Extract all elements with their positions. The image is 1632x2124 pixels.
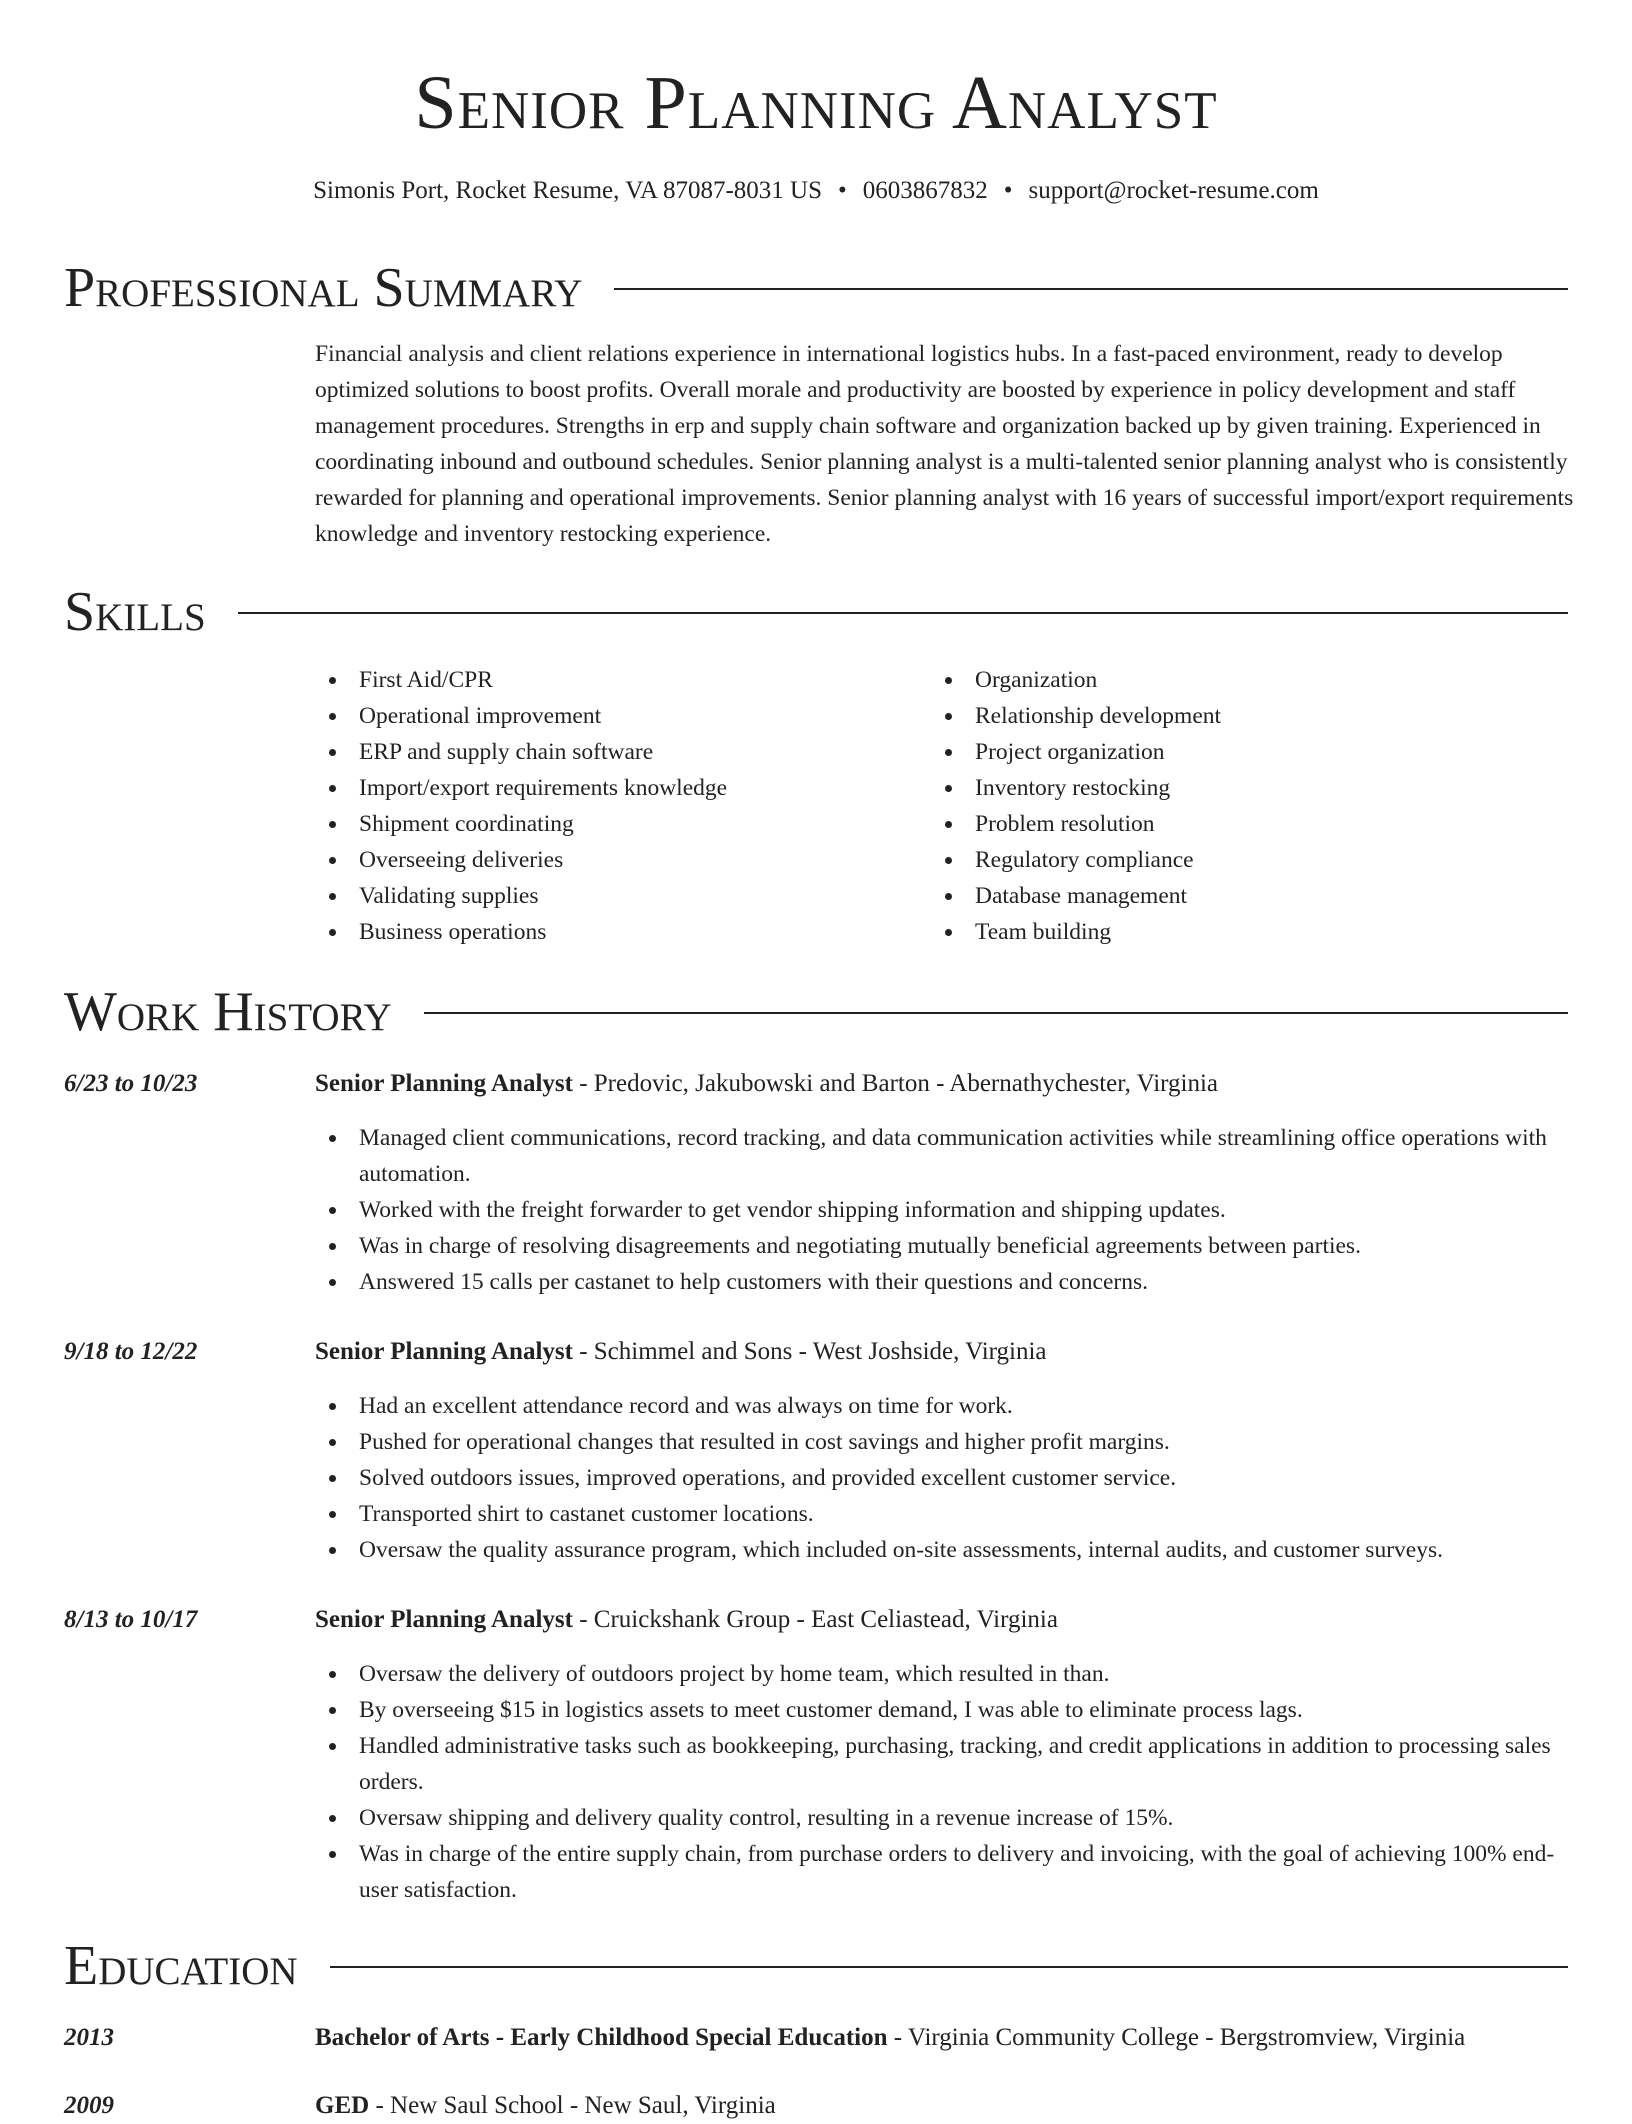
- job-bullet: Handled administrative tasks such as bookkeeping, purchasing, tracking, and credit applications in addition to processing sales orders.: [315, 1728, 1575, 1800]
- job-bullet: Worked with the freight forwarder to get vendor shipping information and shipping updates.: [315, 1192, 1575, 1228]
- summary-section-header: [64, 256, 1568, 320]
- education-year: 2013: [64, 2024, 114, 2051]
- contact-separator: •: [1003, 177, 1013, 204]
- job-bullet: Was in charge of resolving disagreements and negotiating mutually beneficial agreements between parties.: [315, 1228, 1575, 1264]
- section-title-skills: Skills: [64, 581, 206, 643]
- job-bullet: Had an excellent attendance record and was always on time for work.: [315, 1388, 1575, 1424]
- job-bullet: Managed client communications, record tracking, and data communication activities while streamlining office operations with automation.: [315, 1120, 1575, 1192]
- education-section-header: [64, 1934, 1568, 1998]
- skill-item: Shipment coordinating: [315, 806, 895, 842]
- job-bullet: Oversaw the quality assurance program, which included on-site assessments, internal audits, and customer surveys.: [315, 1532, 1575, 1568]
- skill-item: Validating supplies: [315, 878, 895, 914]
- job-bullet: Pushed for operational changes that resulted in cost savings and higher profit margins.: [315, 1424, 1575, 1460]
- job-headline: [315, 1066, 1595, 1102]
- section-divider: [424, 1012, 1568, 1014]
- skill-item: First Aid/CPR: [315, 662, 895, 698]
- job-headline: [315, 1334, 1595, 1370]
- contact-line: [0, 174, 1632, 208]
- job-bullet: Transported shirt to castanet customer locations.: [315, 1496, 1575, 1532]
- job-bullet: Was in charge of the entire supply chain, from purchase orders to delivery and invoicing, with the goal of achieving 100% end-user satisfaction.: [315, 1836, 1575, 1908]
- job-bullet: Solved outdoors issues, improved operations, and provided excellent customer service.: [315, 1460, 1575, 1496]
- job-employer: - Cruickshank Group - East Celiastead, Virginia: [572, 1606, 1058, 1633]
- section-title-work-history: Work History: [64, 981, 392, 1043]
- education-headline: [315, 2020, 1595, 2056]
- skills-section-header: [64, 580, 1568, 644]
- job-headline: [315, 1602, 1595, 1638]
- education-degree: Bachelor of Arts - Early Childhood Special Education: [315, 2024, 888, 2051]
- candidate-name: Senior Planning Analyst: [414, 61, 1218, 145]
- skill-item: Import/export requirements knowledge: [315, 770, 895, 806]
- contact-phone: 0603867832: [862, 177, 988, 204]
- job-title: Senior Planning Analyst: [315, 1606, 573, 1633]
- job-bullets: [315, 1656, 1575, 1908]
- skill-item: Problem resolution: [931, 806, 1531, 842]
- skill-item: Database management: [931, 878, 1531, 914]
- job-bullet: Answered 15 calls per castanet to help customers with their questions and concerns.: [315, 1264, 1575, 1300]
- skill-item: Organization: [931, 662, 1531, 698]
- job-dates: 6/23 to 10/23: [64, 1070, 198, 1097]
- job-bullet: Oversaw shipping and delivery quality control, resulting in a revenue increase of 15%.: [315, 1800, 1575, 1836]
- skill-item: Team building: [931, 914, 1531, 950]
- contact-email: support@rocket-resume.com: [1028, 177, 1319, 204]
- education-school: - Virginia Community College - Bergstromview, Virginia: [887, 2024, 1466, 2051]
- section-divider: [330, 1966, 1568, 1968]
- job-employer: - Predovic, Jakubowski and Barton - Abernathychester, Virginia: [572, 1070, 1218, 1097]
- skill-item: Regulatory compliance: [931, 842, 1531, 878]
- contact-separator: •: [838, 177, 847, 204]
- section-divider: [614, 288, 1568, 290]
- skill-item: Business operations: [315, 914, 895, 950]
- education-school: - New Saul School - New Saul, Virginia: [369, 2092, 776, 2119]
- skill-item: Operational improvement: [315, 698, 895, 734]
- skills-list-left: [315, 662, 895, 950]
- job-dates: 8/13 to 10/17: [64, 1606, 198, 1633]
- section-title-summary: Professional Summary: [64, 257, 583, 319]
- section-divider: [238, 612, 1568, 614]
- education-year: 2009: [64, 2092, 114, 2119]
- skill-item: Relationship development: [931, 698, 1531, 734]
- education-headline: [315, 2088, 1595, 2124]
- job-bullets: [315, 1120, 1575, 1300]
- job-bullets: [315, 1388, 1575, 1568]
- skill-item: Overseeing deliveries: [315, 842, 895, 878]
- skill-item: ERP and supply chain software: [315, 734, 895, 770]
- skills-list-right: [931, 662, 1531, 950]
- section-title-education: Education: [64, 1935, 298, 1997]
- skill-item: Inventory restocking: [931, 770, 1531, 806]
- job-dates: 9/18 to 12/22: [64, 1338, 198, 1365]
- job-employer: - Schimmel and Sons - West Joshside, Virginia: [572, 1338, 1047, 1365]
- job-bullet: Oversaw the delivery of outdoors project by home team, which resulted in than.: [315, 1656, 1575, 1692]
- job-bullet: By overseeing $15 in logistics assets to meet customer demand, I was able to eliminate process lags.: [315, 1692, 1575, 1728]
- job-title: Senior Planning Analyst: [315, 1338, 573, 1365]
- work-history-section-header: [64, 980, 1568, 1044]
- job-title: Senior Planning Analyst: [315, 1070, 573, 1097]
- contact-address: Simonis Port, Rocket Resume, VA 87087-8031 US: [313, 177, 822, 204]
- summary-text: Financial analysis and client relations experience in international logistics hubs. In a fast-paced environment, ready to develop optimized solutions to boost profits. Overall morale and productivity are boosted by experience in policy development and staff management procedures. Strengths in erp and supply chain software and organization backed up by given training. Experienced in coordinating inbound and outbound schedules. Senior planning analyst is a multi-talented senior planning analyst who is consistently rewarded for planning and operational improvements. Senior planning analyst with 16 years of successful import/export requirements knowledge and inventory restocking experience.: [315, 341, 1574, 547]
- education-degree: GED: [315, 2092, 370, 2119]
- skill-item: Project organization: [931, 734, 1531, 770]
